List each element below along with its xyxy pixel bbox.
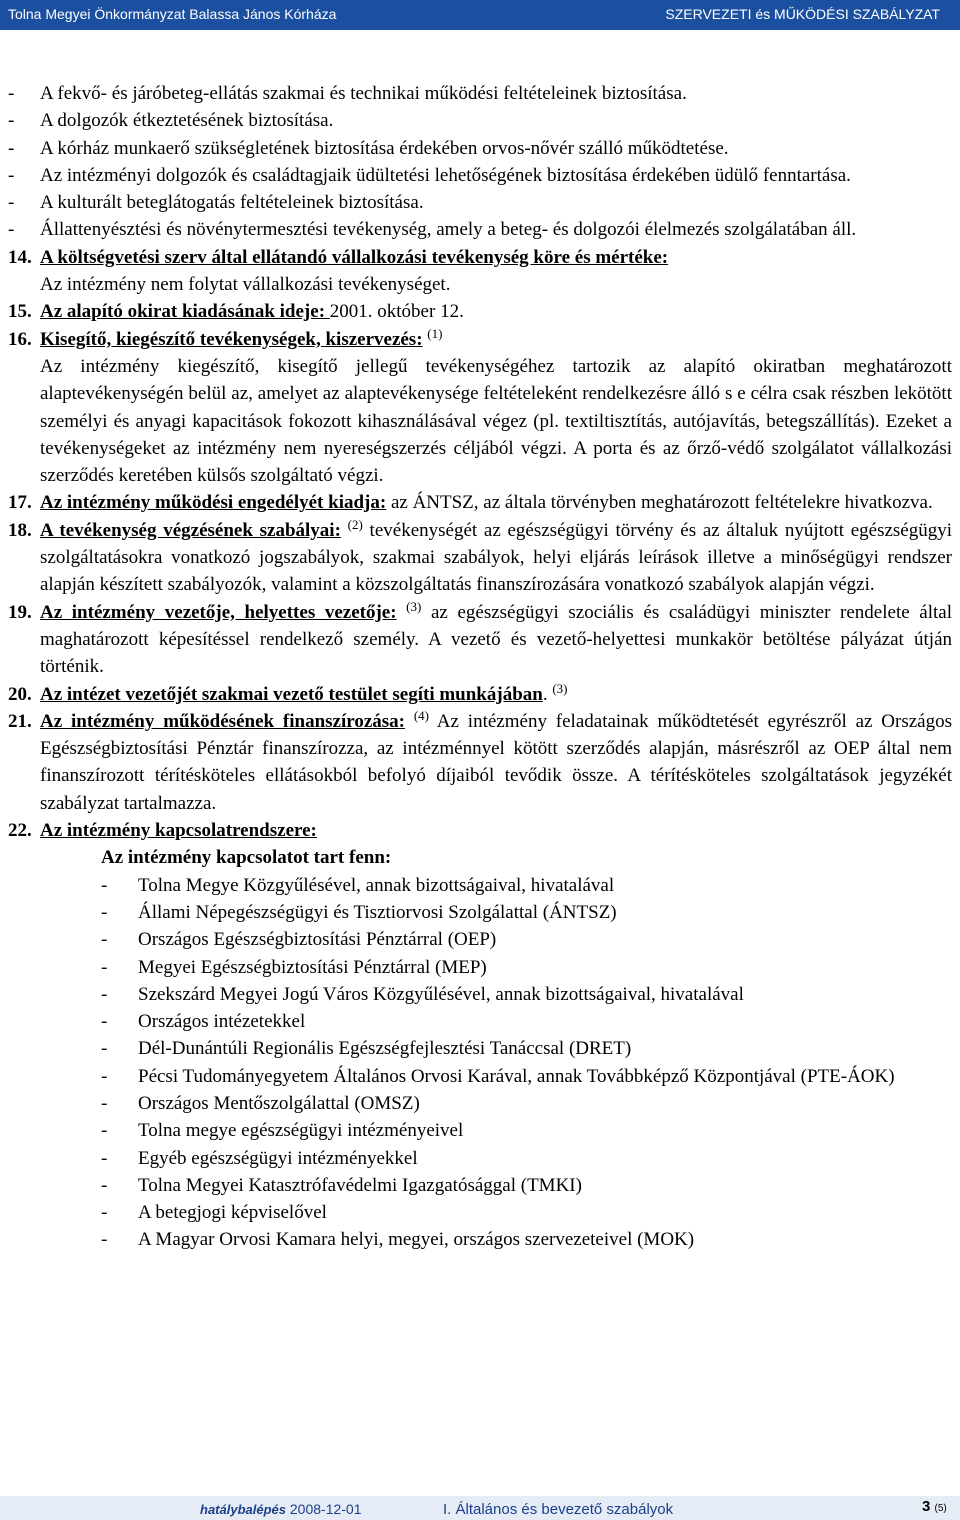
list-item: - Pécsi Tudományegyetem Általános Orvosi Karával, annak Továbbképző Központjával (PTE-ÁOK) [101, 1063, 952, 1090]
section-number: 15. [8, 301, 32, 323]
section-title: Az intézmény vezetője, helyettes vezetője: [40, 601, 397, 623]
section-14 [8, 244, 952, 299]
list-item: - A fekvő- és járóbeteg-ellátás szakmai és technikai működési feltételeinek biztosítása. [8, 80, 952, 107]
page-total: (5) [934, 1503, 947, 1514]
header-document-title: SZERVEZETI és MŰKÖDÉSI SZABÁLYZAT [665, 6, 940, 22]
section-number: 19. [8, 601, 32, 623]
page-current: 3 [922, 1498, 931, 1515]
footnote-ref: (4) [413, 707, 430, 723]
section-text: 2001. október 12. [329, 301, 464, 323]
section-title: A költségvetési szerv által ellátandó vállalkozási tevékenység köre és mértéke: [40, 246, 669, 268]
list-item: - Országos Mentőszolgálattal (OMSZ) [101, 1090, 952, 1117]
section-number: 17. [8, 492, 32, 514]
list-item: - Tolna megye egészségügyi intézményeivel [101, 1117, 952, 1144]
list-item: - Országos intézetekkel [101, 1008, 952, 1035]
section-title: Az intézmény kapcsolatrendszere: [40, 820, 317, 842]
section-number: 21. [8, 710, 32, 732]
section-18 [8, 517, 952, 599]
section-title: Az alapító okirat kiadásának ideje: [40, 301, 330, 323]
section-number: 20. [8, 683, 32, 705]
footer-chapter: I. Általános és bevezető szabályok [443, 1501, 674, 1518]
section-21 [8, 708, 952, 817]
section-20 [8, 681, 952, 708]
list-item: - Országos Egészségbiztosítási Pénztárral (OEP) [101, 926, 952, 953]
footer-effective-date [200, 1501, 362, 1517]
section-title: A tevékenység végzésének szabályai: [40, 519, 341, 541]
list-item: - Szekszárd Megyei Jogú Város Közgyűlésével, annak bizottságaival, hivatalával [101, 981, 952, 1008]
list-item: - A kórház munkaerő szükségletének biztosítása érdekében orvos-nővér szálló működtetése. [8, 135, 952, 162]
footer-date-value: 2008-12-01 [286, 1501, 362, 1517]
list-item: - Megyei Egészségbiztosítási Pénztárral (MEP) [101, 954, 952, 981]
section-title-end: . [542, 683, 548, 705]
relations-subtitle: Az intézmény kapcsolatot tart fenn: [101, 847, 392, 869]
section-text: az ÁNTSZ, az általa törvényben meghatározott feltételekre hivatkozva. [386, 492, 933, 514]
section-number: 14. [8, 246, 32, 268]
document-body [8, 80, 952, 1254]
section-text: Az intézmény kiegészítő, kisegítő jellegű tevékenységéhez tartozik az alapító okiratban meghatározott alaptevékenységén belül az, amelyet az alaptevékenysége feltételeként rendelkezésre álló s e célra csak részben lekötött személyi és anyagi kapacitások fokozott kihasználásával végez (pl. textiltisztítás, autójavítás, betegszállítás). Ezeket a tevékenységeket az intézmény nem nyereségszerzés céljából végzi. A porta és az őrző-védő szolgálatot vállalkozási szerződés keretében külsős szolgáltató végzi. [40, 355, 952, 487]
list-item: - Állattenyésztési és növénytermesztési tevékenység, amely a beteg- és dolgozói élelmezés szolgálatában áll. [8, 216, 952, 243]
section-number: 18. [8, 519, 32, 541]
section-title: Kisegítő, kiegészítő tevékenységek, kiszervezés: [40, 328, 423, 350]
list-item: - A Magyar Orvosi Kamara helyi, megyei, országos szervezeteivel (MOK) [101, 1226, 952, 1253]
list-item: - Dél-Dunántúli Regionális Egészségfejlesztési Tanáccsal (DRET) [101, 1035, 952, 1062]
footnote-ref: (2) [347, 516, 363, 532]
list-item: - A kulturált beteglátogatás feltételeinek biztosítása. [8, 189, 952, 216]
relations-list [8, 872, 952, 1254]
section-17 [8, 489, 952, 516]
footnote-ref: (1) [427, 325, 443, 341]
list-item: - Az intézményi dolgozók és családtagjaik üdültetési lehetőségének biztosítása érdekében üdülő fenntartása. [8, 162, 952, 189]
footer-effective-label: hatálybalépés [200, 1502, 286, 1517]
section-16 [8, 326, 952, 490]
section-title: Az intézet vezetőjét szakmai vezető testület segíti munkájában [40, 683, 543, 705]
list-item: - Tolna Megyei Katasztrófavédelmi Igazgatósággal (TMKI) [101, 1172, 952, 1199]
section-title: Az intézmény működési engedélyét kiadja: [40, 492, 387, 514]
header-institution: Tolna Megyei Önkormányzat Balassa János Kórháza [8, 6, 337, 22]
list-item: - Állami Népegészségügyi és Tisztiorvosi Szolgálattal (ÁNTSZ) [101, 899, 952, 926]
page-header [0, 0, 960, 30]
footer-page-number [922, 1498, 947, 1515]
section-text: Az intézmény feladatainak működtetését egyrészről az Országos Egészségbiztosítási Pénztár finanszírozza, az intézménnyel kötött szerződés alapján, másrészről az OEP által nem finanszírozott térítésköteles ellátásokból befolyó díjaiból tevődik össze. A térítésköteles szolgáltatások jegyzékét szabályzat tartalmazza. [40, 710, 952, 814]
section-15 [8, 298, 952, 325]
section-text: tevékenységét az egészségügyi törvény és az általuk nyújtott egészségügyi szolgáltatásokra vonatkozó jogszabályok, szakmai szabályok, helyi eljárás leírások illetve a minőségügyi rendszer alapján készített szabályozók, valamint a közszolgáltatás finanszírozására vonatkozó szabályok alapján végzi. [40, 519, 953, 596]
footnote-ref: (3) [406, 598, 422, 614]
footnote-ref: (3) [552, 680, 568, 696]
section-title: Az intézmény működésének finanszírozása: [40, 710, 405, 732]
list-item: - Tolna Megye Közgyűlésével, annak bizottságaival, hivatalával [101, 872, 952, 899]
list-item: - A dolgozók étkeztetésének biztosítása. [8, 107, 952, 134]
section-text: az egészségügyi szociális és családügyi miniszter rendelete által maghatározott képesítéssel rendelkező személy. A vezető és vezető-helyettesi munkakör betöltése pályázat útján történik. [40, 601, 952, 678]
page-footer [0, 1488, 960, 1520]
section-number: 16. [8, 328, 32, 350]
section-number: 22. [8, 820, 32, 842]
list-item: - A betegjogi képviselővel [101, 1199, 952, 1226]
section-19 [8, 599, 952, 681]
list-item: - Egyéb egészségügyi intézményekkel [101, 1145, 952, 1172]
section-22 [8, 817, 952, 844]
section-text: Az intézmény nem folytat vállalkozási tevékenységet. [40, 274, 451, 296]
